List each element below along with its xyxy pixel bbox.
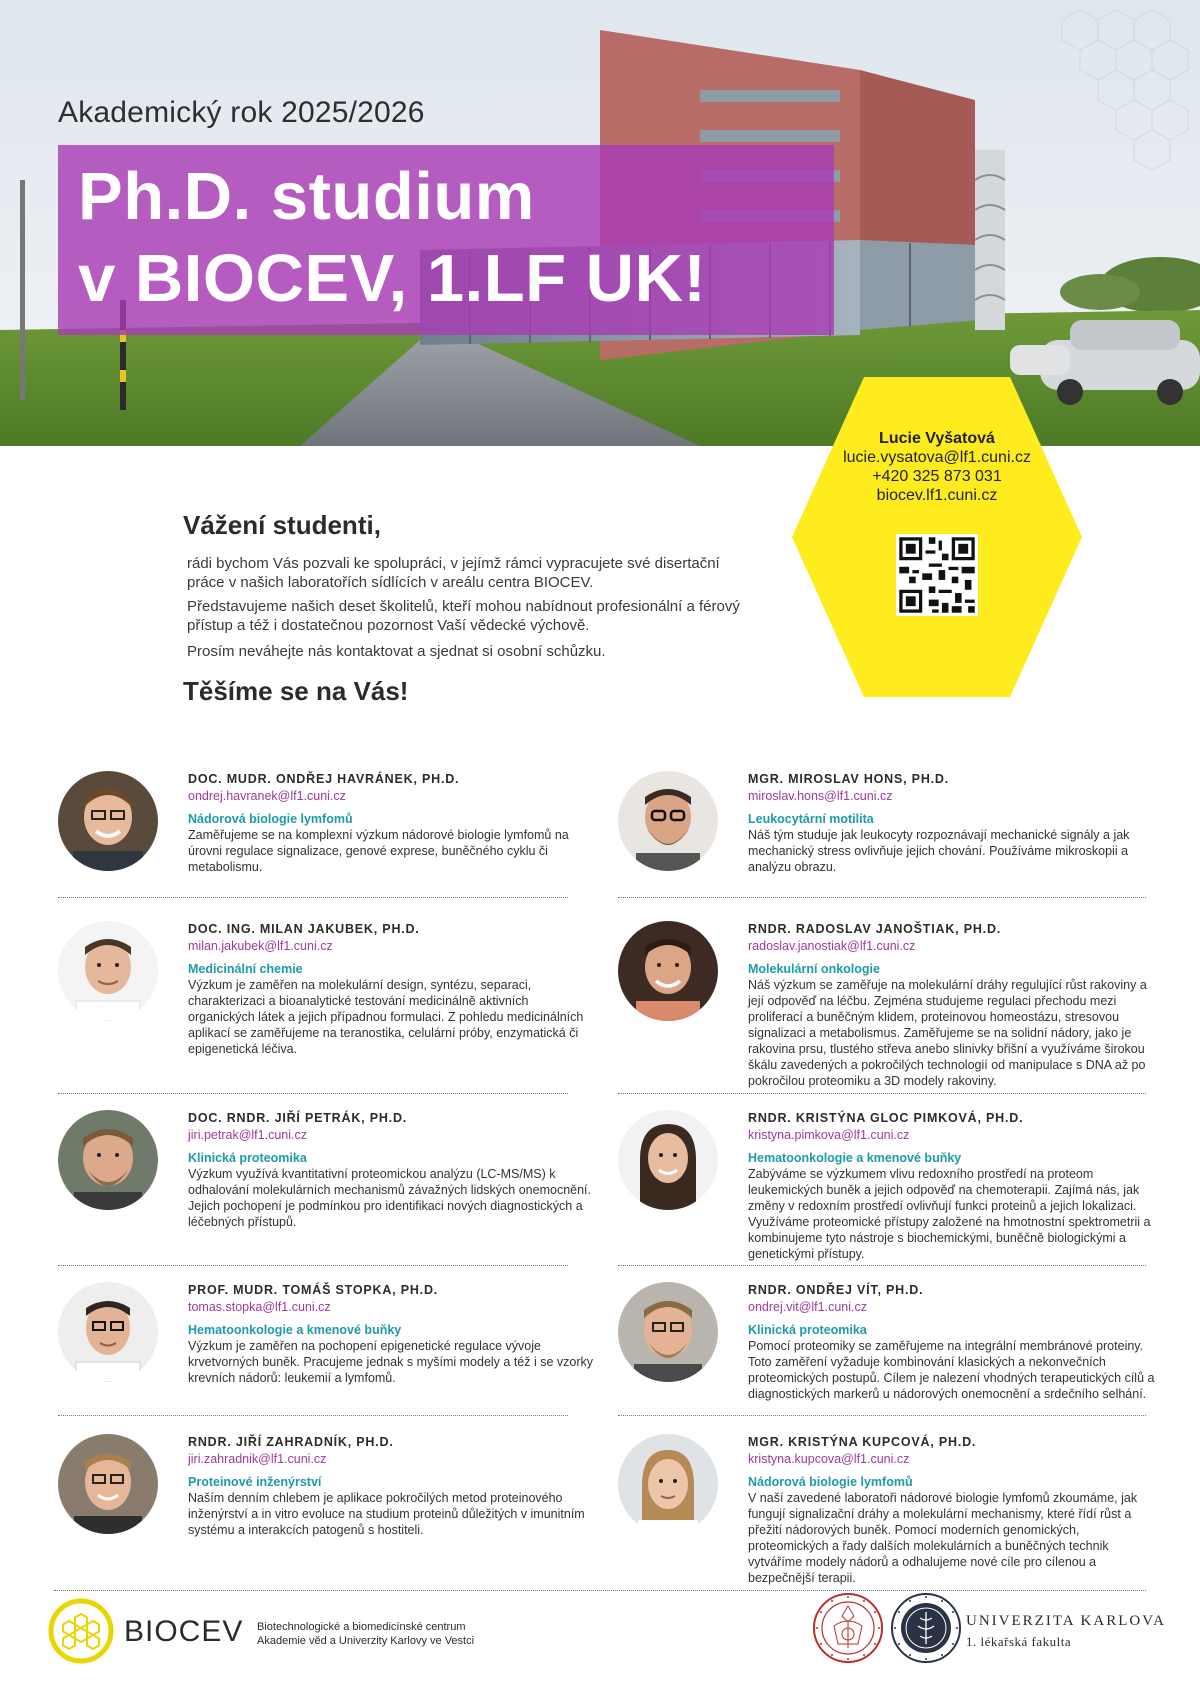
supervisor-email[interactable]: kristyna.pimkova@lf1.cuni.cz [748,1128,910,1142]
row-divider [58,1415,568,1416]
row-divider [618,1265,1146,1266]
qr-code-icon[interactable] [896,534,978,616]
supervisor-name: PROF. MUDR. TOMÁŠ STOPKA, PH.D. [188,1283,439,1297]
charles-university-seal-icon [812,1592,884,1664]
footer-divider [54,1590,1146,1591]
intro-paragraph-2: Představujeme našich deset školitelů, kteří mohou nabídnout profesionální a férový přístup a též i dostatečnou pozornost Vaší vědecké výchově. [187,598,740,634]
contact-phone[interactable]: +420 325 873 031 [872,468,1002,485]
row-divider [618,897,1146,898]
title-band [58,145,834,335]
supervisor-topic: Nádorová biologie lymfomů [188,812,353,826]
supervisor-name: MGR. MIROSLAV HONS, PH.D. [748,772,950,786]
supervisor-description: Výzkum je zaměřen na molekulární design, syntézu, separaci, charakterizaci a bioanalytické testování medicinálně aktivních organických látek a jejich případnou formulaci. Z pohledu medicinálních aplikací se zaměřujeme na teranostika, celulární próby, enzymatická či epigenetická léčiva. [188,978,584,1056]
supervisor-description: Zabýváme se výzkumem vlivu redoxního prostředí na proteom leukemických buněk a jejich odpověď na chemoterapii. Zajímá nás, jak změny v redoxním prostředí ovlivňují funkci proteinů a jejich lokalizaci. Využíváme proteomické přístupy založené na hmotnostní spektrometrii a kombinujeme tyto nástroje s biochemickými, buněčně biologickými a genetickými přístupy. [748,1167,1151,1261]
supervisor-name: MGR. KRISTÝNA KUPCOVÁ, PH.D. [748,1435,977,1449]
avatar [58,1282,158,1382]
supervisor-email[interactable]: miroslav.hons@lf1.cuni.cz [748,789,893,803]
supervisor-topic: Leukocytární motilita [748,812,874,826]
supervisor-name: RNDR. RADOSLAV JANOŠTIAK, PH.D. [748,922,1002,936]
faculty-name: 1. lékařská fakulta [966,1634,1072,1649]
avatar [618,921,718,1021]
avatar [58,1434,158,1534]
avatar [58,1110,158,1210]
supervisor-description: Náš tým studuje jak leukocyty rozpoznávají mechanické signály a jak mechanický stress ovlivňuje jejich chování. Používáme mikroskopii a analýzu obrazu. [748,828,1130,874]
biocev-description [257,1620,474,1648]
supervisor-description: Výzkum využívá kvantitativní proteomickou analýzu (LC-MS/MS) k odhalování molekulárních mechanismů závažných lidských onemocnění. Jejich pochopení je podmínkou pro identifikaci nových diagnostických a léčebných přístupů. [188,1167,591,1229]
biocev-wordmark: BIOCEV [124,1615,244,1648]
row-divider [618,1415,1146,1416]
contact-info [792,429,1082,505]
supervisor-email[interactable]: ondrej.havranek@lf1.cuni.cz [188,789,346,803]
supervisor-description: Náš výzkum se zaměřuje na molekulární dráhy regulující růst rakoviny a její odpověď na léčbu. Zejména studujeme regulaci přechodu mezi proliferací a buněčným klidem, proteinovou homeostázu, stresovou signalizaci a metabolismus. Zaměřujeme se na solidní nádory, jako je rakovina prsu, tlustého střeva anebo slinivky břišní a využíváme širokou škálu zavedených a pokročilých technologií od manipulace s DNA až po pokročilou proteomiku a 3D modely rakoviny. [748,978,1147,1088]
supervisor-topic: Klinická proteomika [748,1323,867,1337]
contact-email[interactable]: lucie.vysatova@lf1.cuni.cz [843,449,1031,466]
supervisor-name: DOC. ING. MILAN JAKUBEK, PH.D. [188,922,420,936]
supervisor-topic: Proteinové inženýrství [188,1475,322,1489]
supervisor-description: Výzkum je zaměřen na pochopení epigenetické regulace vývoje krvetvorných buněk. Pracujeme jednak s myšími modely a též i se vzorky krevních nádorů: leukemií a lymfomů. [188,1339,594,1385]
supervisor-description: V naší zavedené laboratoři nádorové biologie lymfomů zkoumáme, jak fungují signalizační dráhy a molekulární mechanismy, které řídí růst a přežití nádorových buněk. Pomocí moderních genomických, proteomických a řady dalších molekulárních a buněčných technik vytváříme modely nádorů a odhalujeme nové cíle pro cílenou a bezpečnější terapii. [748,1491,1138,1585]
biocev-description-line-2: Akademie věd a Univerzity Karlovy ve Vestci [257,1635,475,1647]
row-divider [58,897,568,898]
supervisor-email[interactable]: ondrej.vit@lf1.cuni.cz [748,1300,867,1314]
supervisor-name: RNDR. JIŘÍ ZAHRADNÍK, PH.D. [188,1435,394,1449]
avatar [58,921,158,1021]
avatar [618,771,718,871]
avatar [58,771,158,871]
contact-hexagon [792,377,1082,697]
row-divider [58,1093,568,1094]
supervisor-email[interactable]: jiri.petrak@lf1.cuni.cz [188,1128,307,1142]
avatar [618,1110,718,1210]
supervisor-name: DOC. RNDR. JIŘÍ PETRÁK, PH.D. [188,1111,408,1125]
biocev-logo-icon [48,1598,114,1664]
title-line-2: v BIOCEV, 1.LF UK! [78,241,707,316]
supervisor-topic: Hematoonkologie a kmenové buňky [748,1151,962,1165]
university-name: UNIVERZITA KARLOVA [966,1613,1166,1629]
closing-line: Těšíme se na Vás! [183,676,409,706]
title-line-1: Ph.D. studium [78,159,535,234]
supervisor-description: Naším denním chlebem je aplikace pokročilých metod proteinového inženýrství a in vitro evoluce na studium proteinů důležitých v imunitním systému a interakcích patogenů s hostiteli. [188,1491,585,1537]
supervisor-topic: Medicinální chemie [188,962,303,976]
supervisor-description: Pomocí proteomiky se zaměřujeme na integrální membránové proteiny. Toto zaměření vyžaduje kombinování klasických a nekonvečních proteomických postupů. Cílem je nalezení vhodných terapeutických cílů a diagnostických markerů u nádorových onemocnění a srdečního selhání. [748,1339,1155,1401]
supervisor-name: RNDR. ONDŘEJ VÍT, PH.D. [748,1283,924,1297]
supervisor-email[interactable]: kristyna.kupcova@lf1.cuni.cz [748,1452,910,1466]
supervisor-email[interactable]: milan.jakubek@lf1.cuni.cz [188,939,333,953]
intro-paragraph-1: rádi bychom Vás pozvali ke spolupráci, v jejímž rámci vypracujete své disertační práce v našich laboratořích sídlících v areálu centra BIOCEV. [187,555,720,591]
contact-name: Lucie Vyšatová [879,430,995,447]
intro-paragraph-3: Prosím neváhejte nás kontaktovat a sjednat si osobní schůzku. [187,643,606,660]
supervisor-email[interactable]: radoslav.janostiak@lf1.cuni.cz [748,939,916,953]
greeting: Vážení studenti, [183,510,381,540]
supervisor-name: RNDR. KRISTÝNA GLOC PIMKOVÁ, PH.D. [748,1111,1024,1125]
avatar [618,1434,718,1534]
avatar [618,1282,718,1382]
supervisor-topic: Hematoonkologie a kmenové buňky [188,1323,402,1337]
row-divider [618,1093,1146,1094]
contact-website[interactable]: biocev.lf1.cuni.cz [876,487,998,504]
biocev-description-line-1: Biotechnologické a biomedicínské centrum [257,1621,466,1633]
first-faculty-seal-icon [890,1592,962,1664]
supervisor-email[interactable]: tomas.stopka@lf1.cuni.cz [188,1300,331,1314]
supervisor-topic: Molekulární onkologie [748,962,880,976]
academic-year: Akademický rok 2025/2026 [58,96,425,129]
supervisor-email[interactable]: jiri.zahradnik@lf1.cuni.cz [188,1452,327,1466]
supervisor-description: Zaměřujeme se na komplexní výzkum nádorové biologie lymfomů na úrovni regulace signalizace, genové exprese, buněčného cyklu či metabolismu. [188,828,569,874]
supervisor-topic: Nádorová biologie lymfomů [748,1475,913,1489]
supervisor-topic: Klinická proteomika [188,1151,307,1165]
supervisor-name: DOC. MUDR. ONDŘEJ HAVRÁNEK, PH.D. [188,772,460,786]
row-divider [58,1265,568,1266]
